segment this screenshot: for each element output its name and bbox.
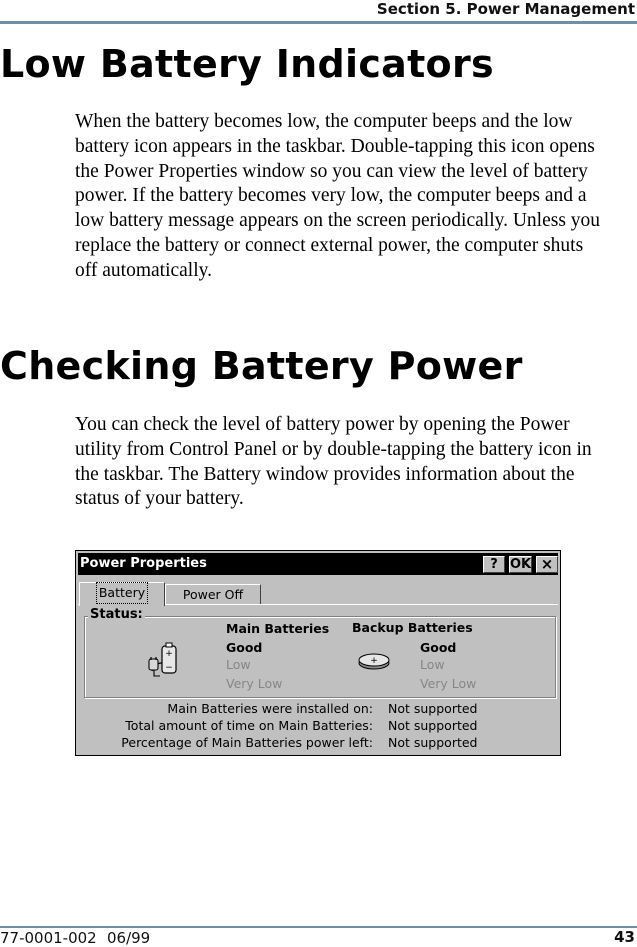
dialog-titlebar — [78, 553, 558, 575]
backup-level-very-low: Very Low — [420, 676, 477, 691]
text-line: low battery message appears on the screen periodically. Unless you — [75, 210, 601, 232]
main-level-low: Low — [226, 657, 251, 672]
text-line: utility from Control Panel or by double-tapping the battery icon in — [75, 438, 592, 460]
tab-battery[interactable] — [79, 582, 165, 606]
power-properties-dialog — [75, 550, 561, 756]
backup-level-low: Low — [420, 657, 445, 672]
ok-button[interactable]: OK — [510, 557, 532, 572]
footer-doc-number: 77-0001-002 — [0, 929, 97, 947]
main-batteries-heading: Main Batteries — [226, 621, 330, 636]
tab-power-off[interactable] — [165, 584, 261, 605]
main-level-good: Good — [226, 640, 263, 655]
backup-batteries-heading: Backup Batteries — [352, 620, 473, 635]
section-heading-checking-battery: Checking Battery Power — [0, 344, 523, 388]
footer-rule — [0, 926, 637, 928]
tab-power-off-label: Power Off — [182, 587, 244, 602]
svg-text:+: + — [370, 656, 378, 666]
info-value-percentage: Not supported — [388, 735, 478, 750]
text-line: replace the battery or connect external power, the computer shuts — [75, 234, 584, 256]
text-line: You can check the level of battery power by opening the Power — [75, 414, 570, 435]
backup-battery-icon — [357, 651, 391, 671]
info-label-total-time: Total amount of time on Main Batteries: — [125, 718, 373, 733]
text-line: off automatically. — [75, 259, 212, 281]
text-line: status of your battery. — [75, 488, 244, 510]
close-button[interactable]: × — [536, 556, 558, 573]
main-level-very-low: Very Low — [226, 676, 283, 691]
paragraph-low-battery — [75, 110, 635, 284]
text-line: When the battery becomes low, the computer beeps and the low — [75, 111, 573, 132]
paragraph-checking-battery — [75, 413, 635, 512]
section-heading-low-battery: Low Battery Indicators — [0, 42, 494, 86]
text-line: the taskbar. The Battery window provides information about the — [75, 463, 575, 485]
main-battery-icon — [148, 641, 184, 679]
tab-battery-label: Battery — [97, 583, 147, 603]
footer-date: 06/99 — [107, 929, 151, 947]
svg-text:+: + — [165, 649, 173, 659]
backup-level-good: Good — [420, 640, 457, 655]
info-value-total-time: Not supported — [388, 718, 478, 733]
status-label: Status: — [90, 607, 143, 622]
help-button[interactable]: ? — [483, 556, 505, 573]
text-line: power. If the battery becomes very low, the computer beeps and a — [75, 185, 587, 207]
dialog-title: Power Properties — [80, 556, 207, 571]
svg-text:−: − — [165, 663, 173, 673]
text-line: battery icon appears in the taskbar. Double-tapping this icon opens — [75, 135, 595, 157]
info-label-installed: Main Batteries were installed on: — [167, 701, 373, 716]
header-rule — [0, 21, 637, 24]
running-header: Section 5. Power Management — [376, 0, 635, 18]
info-value-installed: Not supported — [388, 701, 478, 716]
text-line: the Power Properties window so you can view the level of battery — [75, 160, 588, 182]
page-number: 43 — [614, 928, 635, 946]
info-label-percentage: Percentage of Main Batteries power left: — [121, 735, 373, 750]
